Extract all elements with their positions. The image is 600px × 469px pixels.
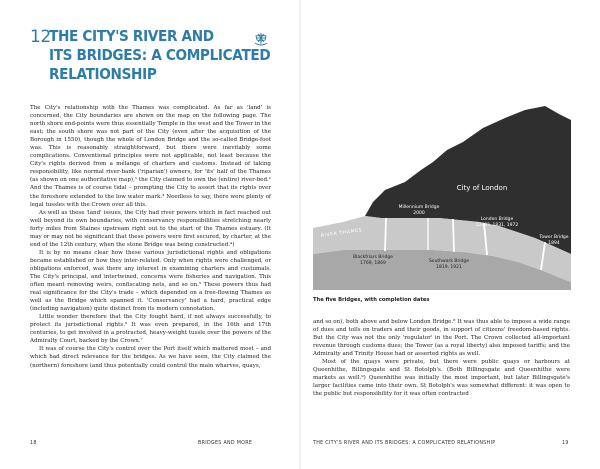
paragraph: It was of course the City's control over the Port itself which mattered most – and which had direct relevance for the bridges. As we have seen, the City claimed the (northern) foreshore (and thus potentially could control the main wharves, quays, [30, 346, 271, 369]
tower-bridge-dates: 1894 [548, 241, 560, 246]
river-thames-label: River Thames [320, 228, 363, 239]
london-bridge-name: London Bridge [480, 217, 514, 222]
paragraph: As well as these 'land' issues, the City had river powers which in fact reached out well beyond its own boundaries, with conservancy responsibilities stretching nearly forty miles from Staines upstream right out to the start of the Thames estuary. (It may or may not be significant that these powers were first secured, by charter, at the end of the 12th century, when the stone Bridge was being constructed.⁴) [30, 209, 271, 248]
paragraph: The City's relationship with the Thames was complicated. As far as 'land' is concerned, the City boundaries are shown on the map on the following page. The north shore end-points were thus essentially Temple in the west and the Tower in the east; the south shore was not part of the City (even after the acquisition of the Borough in 1550), though the whole of London Bridge and the so-called Bridge-foot was. This is reasonably straightforward, but there were inevitably some complications. Conventional principles were not applicable, not least because the City's rights derived from a mélange of charters and customs. Instead of taking responsibility, like normal river-bank ('riparian') owners, for 'its' half of the Thames (as shown on one authoritative map),¹ the City claimed to own the (entire) river-bed.² And the Thames is of course tidal – prompting the City to assert that its rights over the foreshore extended to the low water mark.³ Needless to say, there were plenty of legal tussles with the Crown over all this. [30, 105, 271, 208]
london-bridge-dates: 1209?, 1831, 1972 [475, 223, 519, 228]
chapter-title-line-1: THE CITY'S RIVER AND [49, 27, 214, 45]
gutter [299, 0, 301, 469]
chapter-title-line-3: RELATIONSHIP [49, 65, 157, 83]
tower-bridge-name: Tower Bridge [539, 235, 569, 240]
southwark-bridge-line [453, 219, 454, 252]
map-svg [313, 104, 571, 290]
chapter-title-line-2: ITS BRIDGES: A COMPLICATED [49, 46, 271, 64]
chapter-title [49, 27, 271, 84]
left-running-head: BRIDGES AND MORE [198, 441, 253, 446]
blackfriars-bridge-dates: 1769, 1869 [360, 261, 386, 266]
blackfriars-bridge-line [385, 218, 386, 251]
ship-ornament-icon [253, 32, 269, 48]
right-body-text [313, 318, 570, 398]
left-body-text [30, 104, 271, 370]
paragraph: Most of the quays were private, but there were public quays or harbours at Queenhithe, Billingsgate and St Botolph's. (Both Billingsgate and Queenhithe were markets as well.⁹) Queenhithe was initially the most important, but later Billingsgate's larger facilities came into their own. St Botolph's was somewhat different: it was open to the public but responsibility for it was often contracted [313, 359, 570, 398]
chapter-number: 12 [30, 27, 51, 47]
paragraph: and so on), both above and below London Bridge.⁸ It was thus able to impose a wide range of dues and tolls on traders and their goods, in support of citizens' freedom-based rights. But the City was not the only 'regulator' in the Port. The Crown collected all-important revenue through customs dues; the Tower (as a royal liberty) also imposed tariffs; and the Admiralty and Trinity House had or asserted rights as well. [313, 319, 570, 358]
paragraph: Little wonder therefore that the City fought hard, if not always successfully, to protect its jurisdictional rights.⁶ It was even prepared, in the 16th and 17th centuries, to get involved in a protracted, heavy-weight tussle over the powers of the Admiralty Court, backed by the Crown.⁷ [30, 314, 271, 345]
map-caption: The five Bridges, with completion dates [313, 297, 430, 303]
southwark-bridge-name: Southwark Bridge [428, 259, 470, 264]
millennium-bridge-dates: 2000 [413, 211, 425, 216]
left-folio-number: 18 [30, 441, 37, 446]
right-running-head: THE CITY'S RIVER AND ITS BRIDGES: A COMPLICATED RELATIONSHIP [313, 441, 496, 446]
city-of-london-label: City of London [456, 184, 508, 192]
southwark-bridge-dates: 1819, 1921 [436, 265, 462, 270]
bridges-map [313, 104, 571, 290]
blackfriars-bridge-name: Blackfriars Bridge [353, 255, 393, 260]
millennium-bridge-name: Millennium Bridge [398, 205, 440, 210]
right-folio-number: 19 [562, 441, 569, 446]
paragraph: It is by no means clear how these various jurisdictional rights and obligations became established or how they inter-related. Only when rights were challenged, or obligations enforced, was there any interest in examining charters and custumals. The City's principal, and intertwined, concerns were fisheries and navigation. This often meant removing weirs, confiscating nets, and so on.⁵ These powers thus had real significance for the City's trade – which depended on a free-flowing Thames as well as the Bridge which spanned it. 'Conservancy' had a hard, practical edge (including navigation) quite distinct from its modern connotation. [30, 249, 271, 313]
